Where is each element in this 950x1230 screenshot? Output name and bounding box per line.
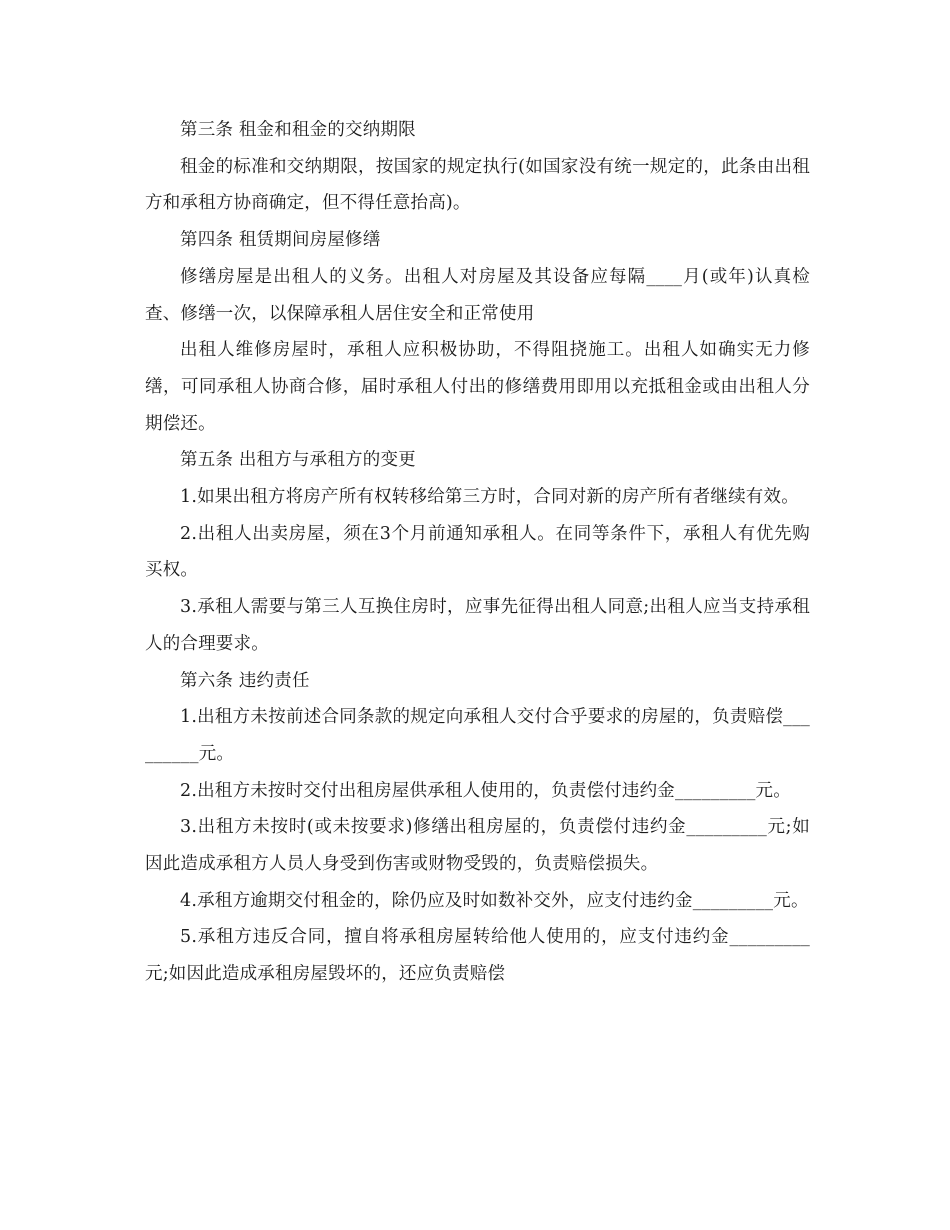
article-3-heading: 第三条 租金和租金的交纳期限 (180, 120, 416, 140)
document-page (145, 112, 810, 993)
article-4-paragraph-1: 修缮房屋是出租人的义务。出租人对房屋及其设备应每隔____月(或年)认真检查、修缮一次，以保障承租人居住安全和正常使用 (145, 266, 810, 324)
article-6-heading: 第六条 违约责任 (180, 670, 310, 691)
article-6-clause-3: 3.出租方未按时(或未按要求)修缮出租房屋的，负责偿付违约金_________元;如因此造成承租方人员人身受到伤害或财物受毁的，负责赔偿损失。 (145, 817, 810, 875)
article-6-clause-2: 2.出租方未按时交付出租房屋供承租人使用的，负责偿付违约金_________元。 (180, 780, 791, 801)
article-4-paragraph-2: 出租人维修房屋时，承租人应积极协助，不得阻挠施工。出租人如确实无力修缮，可同承租人协商合修，届时承租人付出的修缮费用即用以充抵租金或由出租人分期偿还。 (145, 340, 810, 434)
article-6-clause-4: 4.承租方逾期交付租金的，除仍应及时如数补交外，应支付违约金_________元。 (180, 890, 809, 911)
article-3-paragraph: 租金的标准和交纳期限，按国家的规定执行(如国家没有统一规定的，此条由出租方和承租方协商确定，但不得任意抬高)。 (145, 156, 810, 214)
article-5-heading: 第五条 出租方与承租方的变更 (180, 450, 416, 471)
article-4-heading: 第四条 租赁期间房屋修缮 (180, 230, 381, 251)
article-5-clause-2: 2.出租人出卖房屋，须在3个月前通知承租人。在同等条件下，承租人有优先购买权。 (145, 523, 810, 581)
article-5-clause-1: 1.如果出租方将房产所有权转移给第三方时，合同对新的房产所有者继续有效。 (180, 487, 799, 508)
article-5-clause-3: 3.承租人需要与第三人互换住房时，应事先征得出租人同意;出租人应当支持承租人的合理要求。 (145, 597, 810, 654)
article-6-clause-5: 5.承租方违反合同，擅自将承租房屋转给他人使用的，应支付违约金_________元;如因此造成承租房屋毁坏的，还应负责赔偿 (145, 927, 810, 985)
article-6-clause-1: 1.出租方未按前述合同条款的规定向承租人交付合乎要求的房屋的，负责赔偿_________元。 (145, 707, 810, 764)
